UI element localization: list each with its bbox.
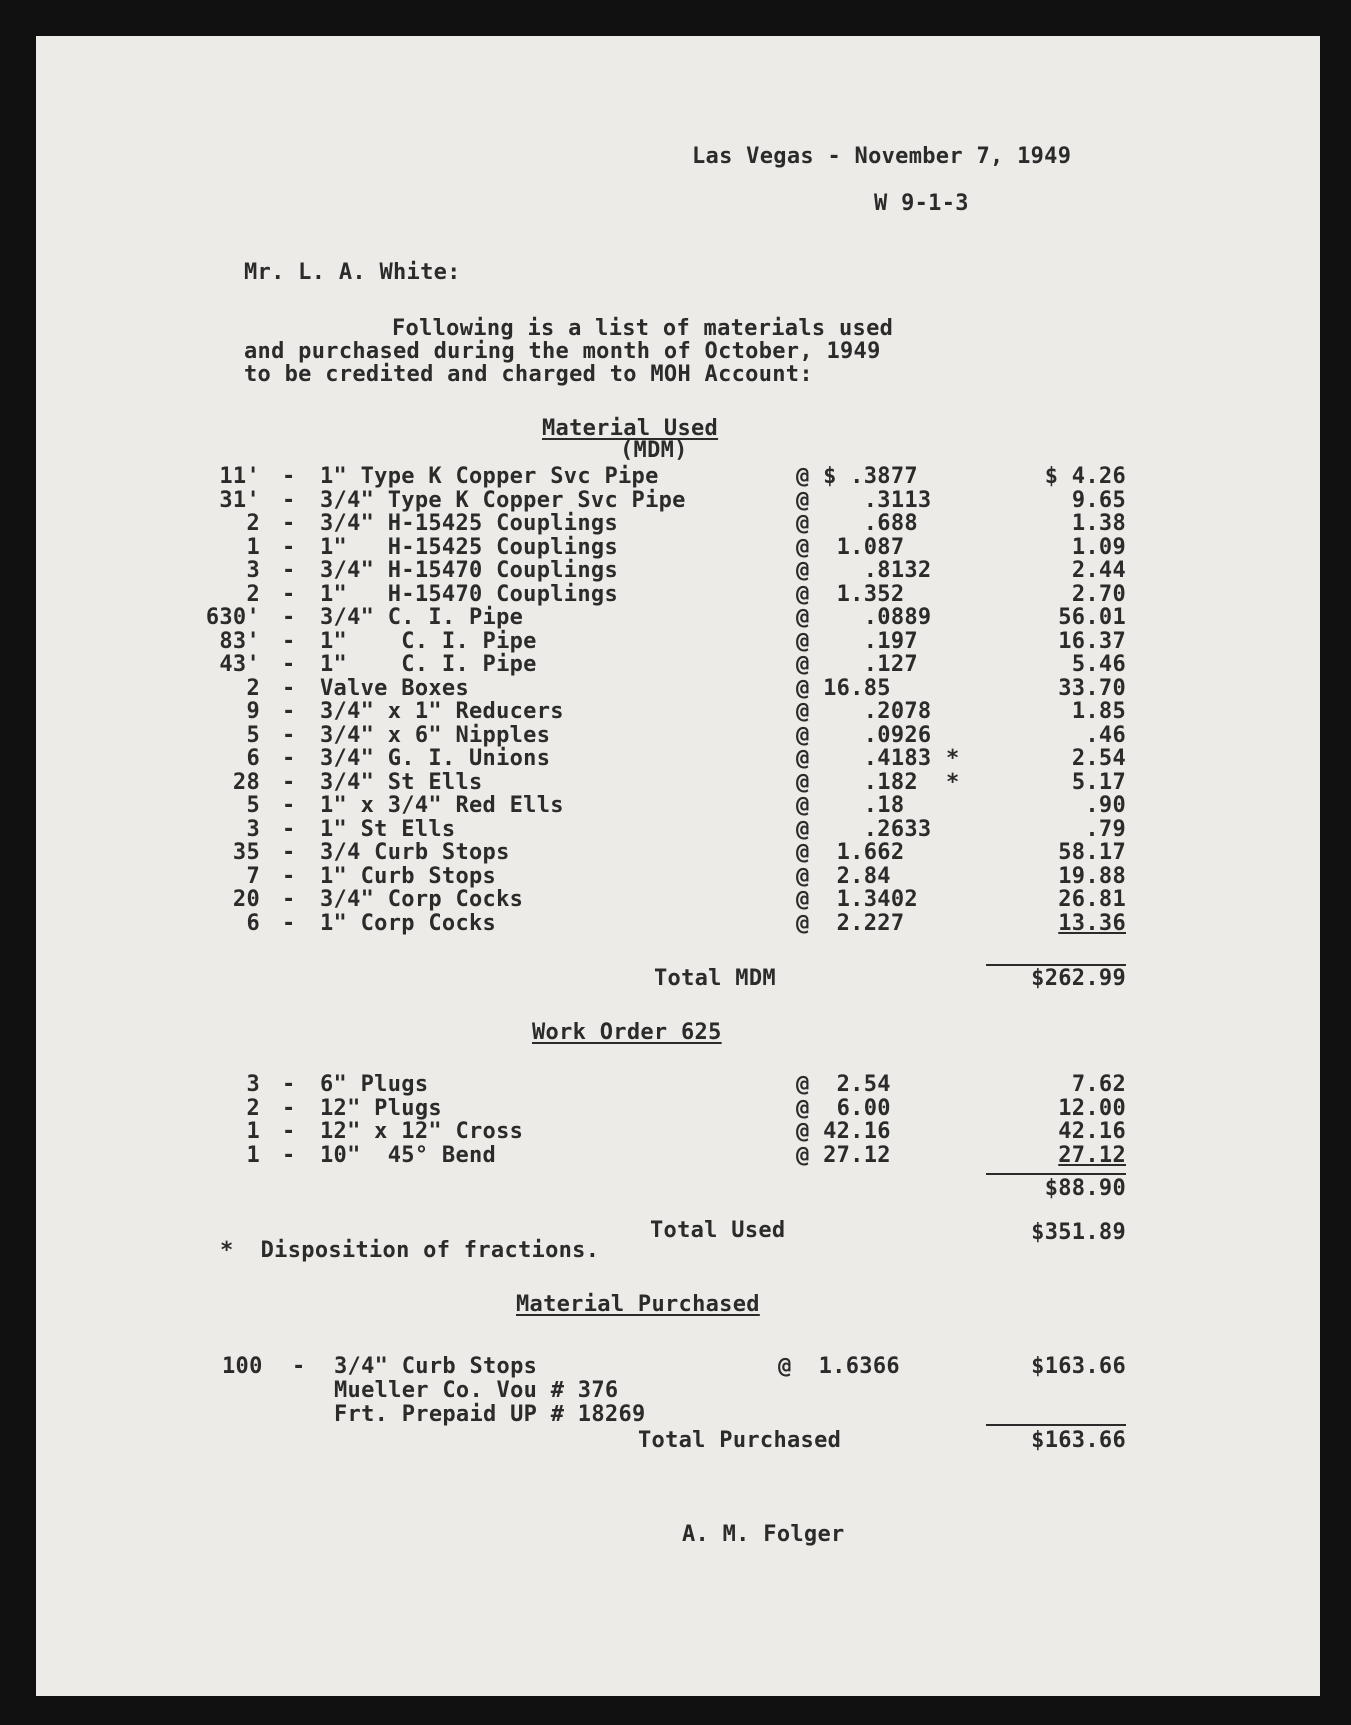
- cell-ext: .90: [1085, 793, 1126, 818]
- cell-qty: 3: [246, 816, 260, 842]
- cell-dash: -: [282, 1119, 296, 1144]
- table-row: [36, 1119, 1320, 1144]
- cell-rate: @ 2.84: [796, 863, 891, 889]
- cell-desc: 3/4" Type K Copper Svc Pipe: [320, 487, 686, 513]
- cell-dash: -: [282, 746, 296, 771]
- salutation: Mr. L. A. White:: [244, 260, 461, 285]
- cell-qty: 31': [219, 487, 260, 513]
- material-purchased-heading: Material Purchased: [516, 1292, 760, 1317]
- cell-qty: 20: [232, 887, 260, 912]
- work-order-subtotal: $88.90: [1044, 1176, 1126, 1201]
- table-row: [36, 488, 1320, 513]
- cell-ext: 56.01: [1058, 605, 1126, 630]
- table-row: [36, 1096, 1320, 1121]
- cell-rate: @ .3113: [796, 487, 932, 513]
- cell-rate: @ .182: [796, 769, 918, 795]
- table-row: [36, 699, 1320, 724]
- table-row: [36, 629, 1320, 654]
- cell-desc: 12" Plugs: [320, 1095, 442, 1121]
- cell-dash: -: [282, 887, 296, 912]
- cell-ext: 33.70: [1058, 675, 1126, 701]
- cell-desc: 3/4" G. I. Unions: [320, 746, 551, 771]
- cell-qty: 1: [246, 1119, 260, 1144]
- cell-ext: 7.62: [1071, 1072, 1126, 1097]
- cell-rate: @ 1.3402: [796, 887, 918, 912]
- purchased-vendor: Mueller Co. Vou # 376: [334, 1378, 619, 1403]
- cell-dash: -: [282, 581, 296, 607]
- cell-qty: 43': [219, 652, 260, 677]
- cell-qty: 2: [246, 1095, 260, 1121]
- cell-rate: @ $ .3877: [796, 464, 918, 489]
- cell-ext: 16.37: [1058, 628, 1126, 654]
- total-mdm-value: $262.99: [1031, 966, 1126, 991]
- material-used-subheading: (MDM): [620, 438, 688, 463]
- cell-qty: 28: [232, 769, 260, 795]
- cell-ext: .79: [1085, 816, 1126, 842]
- cell-qty: 2: [246, 675, 260, 701]
- cell-desc: 1" C. I. Pipe: [320, 628, 537, 654]
- cell-rate: @ 42.16: [796, 1119, 891, 1144]
- table-row: [36, 746, 1320, 771]
- cell-qty: 5: [246, 722, 260, 748]
- cell-desc: 3/4" Corp Cocks: [320, 887, 524, 912]
- cell-dash: -: [282, 793, 296, 818]
- cell-rate: @ .2633: [796, 816, 932, 842]
- cell-rate: @ 16.85: [796, 675, 891, 701]
- cell-desc: 1" C. I. Pipe: [320, 652, 537, 677]
- cell-rate: @ 6.00: [796, 1095, 891, 1121]
- cell-desc: 3/4" H-15470 Couplings: [320, 558, 618, 583]
- table-row: [36, 652, 1320, 677]
- work-order-subtotal-rule: [986, 1173, 1126, 1175]
- cell-rate: @ 2.227: [796, 910, 905, 936]
- purchased-rate: @ 1.6366: [778, 1354, 900, 1379]
- table-row: [36, 723, 1320, 748]
- cell-dash: -: [282, 675, 296, 701]
- cell-ext: 2.54: [1071, 746, 1126, 771]
- purchased-qty: 100: [222, 1354, 263, 1379]
- cell-ext: .46: [1085, 722, 1126, 748]
- cell-rate: @ .2078: [796, 699, 932, 724]
- document-page: [36, 36, 1320, 1696]
- table-row: [36, 464, 1320, 489]
- cell-desc: 1" Corp Cocks: [320, 910, 497, 936]
- table-row: [36, 840, 1320, 865]
- table-row: [36, 558, 1320, 583]
- cell-ext: 12.00: [1058, 1095, 1126, 1121]
- cell-ext: 9.65: [1071, 487, 1126, 513]
- table-row: [36, 535, 1320, 560]
- place-date: Las Vegas - November 7, 1949: [692, 144, 1072, 169]
- cell-desc: 6" Plugs: [320, 1072, 429, 1097]
- cell-desc: 1" Curb Stops: [320, 863, 497, 889]
- intro-line-1: Following is a list of materials used: [392, 316, 894, 341]
- cell-rate: @ .197: [796, 628, 918, 654]
- table-row: [36, 605, 1320, 630]
- cell-desc: 3/4" H-15425 Couplings: [320, 511, 618, 536]
- table-row: [36, 817, 1320, 842]
- cell-rate: @ .18: [796, 793, 905, 818]
- intro-line-2: and purchased during the month of October, 1949: [244, 339, 881, 364]
- cell-qty: 2: [246, 511, 260, 536]
- cell-ext: 58.17: [1058, 840, 1126, 865]
- signature: A. M. Folger: [682, 1522, 845, 1547]
- cell-dash: -: [282, 1072, 296, 1097]
- table-row: [36, 511, 1320, 536]
- total-purchased-label: Total Purchased: [638, 1428, 842, 1453]
- work-order-heading: Work Order 625: [532, 1020, 722, 1045]
- cell-ext: 26.81: [1058, 887, 1126, 912]
- cell-dash: -: [282, 840, 296, 865]
- cell-rate: @ 27.12: [796, 1142, 891, 1168]
- cell-ext: 19.88: [1058, 863, 1126, 889]
- cell-qty: 6: [246, 746, 260, 771]
- cell-rate: @ 1.662: [796, 840, 905, 865]
- cell-qty: 2: [246, 581, 260, 607]
- cell-ext: 2.44: [1071, 558, 1126, 583]
- cell-dash: -: [282, 863, 296, 889]
- cell-qty: 1: [246, 1142, 260, 1168]
- cell-ext: 5.46: [1071, 652, 1126, 677]
- cell-rate: @ .0889: [796, 605, 932, 630]
- total-used-value: $351.89: [1031, 1220, 1126, 1245]
- cell-qty: 11': [219, 464, 260, 489]
- cell-qty: 3: [246, 1072, 260, 1097]
- cell-ext: 1.85: [1071, 699, 1126, 724]
- total-mdm-label: Total MDM: [654, 966, 776, 991]
- cell-ext: 5.17: [1071, 769, 1126, 795]
- cell-rate: @ 2.54: [796, 1072, 891, 1097]
- cell-ext: 2.70: [1071, 581, 1126, 607]
- cell-qty: 7: [246, 863, 260, 889]
- cell-desc: 12" x 12" Cross: [320, 1119, 524, 1144]
- cell-dash: -: [282, 628, 296, 654]
- total-used-label: Total Used: [650, 1218, 786, 1243]
- cell-dash: -: [282, 511, 296, 536]
- purchased-dash: -: [292, 1354, 306, 1379]
- purchased-item: 3/4" Curb Stops: [334, 1354, 538, 1379]
- total-purchased-value: $163.66: [1031, 1428, 1126, 1453]
- cell-desc: 10" 45° Bend: [320, 1142, 497, 1168]
- cell-dash: -: [282, 699, 296, 724]
- purchased-freight: Frt. Prepaid UP # 18269: [334, 1402, 646, 1427]
- cell-rate: @ .4183: [796, 746, 932, 771]
- table-row: [36, 864, 1320, 889]
- table-row: [36, 1072, 1320, 1097]
- cell-dash: -: [282, 487, 296, 513]
- cell-mark: *: [946, 746, 960, 771]
- cell-ext: 13.36: [1058, 910, 1126, 936]
- table-row: [36, 676, 1320, 701]
- cell-ext: 42.16: [1058, 1119, 1126, 1144]
- table-row: [36, 887, 1320, 912]
- cell-dash: -: [282, 534, 296, 560]
- intro-line-3: to be credited and charged to MOH Account:: [244, 362, 813, 387]
- cell-dash: -: [282, 558, 296, 583]
- cell-qty: 630': [205, 605, 260, 630]
- total-purchased-rule: [986, 1424, 1126, 1426]
- cell-qty: 3: [246, 558, 260, 583]
- cell-qty: 1: [246, 534, 260, 560]
- cell-qty: 9: [246, 699, 260, 724]
- cell-qty: 35: [232, 840, 260, 865]
- cell-ext: 1.38: [1071, 511, 1126, 536]
- cell-rate: @ .688: [796, 511, 918, 536]
- cell-rate: @ .0926: [796, 722, 932, 748]
- cell-ext: $ 4.26: [1044, 464, 1126, 489]
- cell-desc: Valve Boxes: [320, 675, 469, 701]
- cell-dash: -: [282, 816, 296, 842]
- cell-desc: 3/4" St Ells: [320, 769, 483, 795]
- table-row: [36, 793, 1320, 818]
- cell-desc: 3/4" x 6" Nipples: [320, 722, 551, 748]
- cell-qty: 6: [246, 910, 260, 936]
- cell-dash: -: [282, 605, 296, 630]
- table-row: [36, 582, 1320, 607]
- cell-rate: @ 1.352: [796, 581, 905, 607]
- cell-ext: 27.12: [1058, 1142, 1126, 1168]
- file-reference: W 9-1-3: [874, 191, 969, 216]
- cell-desc: 1" H-15425 Couplings: [320, 534, 618, 560]
- table-row: [36, 770, 1320, 795]
- cell-dash: -: [282, 1142, 296, 1168]
- cell-desc: 3/4 Curb Stops: [320, 840, 510, 865]
- cell-dash: -: [282, 722, 296, 748]
- table-row: [36, 1143, 1320, 1168]
- cell-ext: 1.09: [1071, 534, 1126, 560]
- cell-desc: 1" St Ells: [320, 816, 456, 842]
- cell-rate: @ .8132: [796, 558, 932, 583]
- cell-rate: @ 1.087: [796, 534, 905, 560]
- purchased-ext: $163.66: [1031, 1354, 1126, 1379]
- cell-qty: 5: [246, 793, 260, 818]
- cell-desc: 1" H-15470 Couplings: [320, 581, 618, 607]
- cell-desc: 3/4" C. I. Pipe: [320, 605, 524, 630]
- cell-desc: 1" Type K Copper Svc Pipe: [320, 464, 659, 489]
- material-used-heading: Material Used: [542, 416, 719, 441]
- fraction-footnote: * Disposition of fractions.: [220, 1238, 600, 1263]
- table-row: [36, 911, 1320, 936]
- cell-dash: -: [282, 1095, 296, 1121]
- cell-dash: -: [282, 769, 296, 795]
- cell-desc: 3/4" x 1" Reducers: [320, 699, 564, 724]
- cell-rate: @ .127: [796, 652, 918, 677]
- cell-dash: -: [282, 464, 296, 489]
- cell-desc: 1" x 3/4" Red Ells: [320, 793, 564, 818]
- cell-dash: -: [282, 910, 296, 936]
- cell-mark: *: [946, 769, 960, 795]
- cell-qty: 83': [219, 628, 260, 654]
- cell-dash: -: [282, 652, 296, 677]
